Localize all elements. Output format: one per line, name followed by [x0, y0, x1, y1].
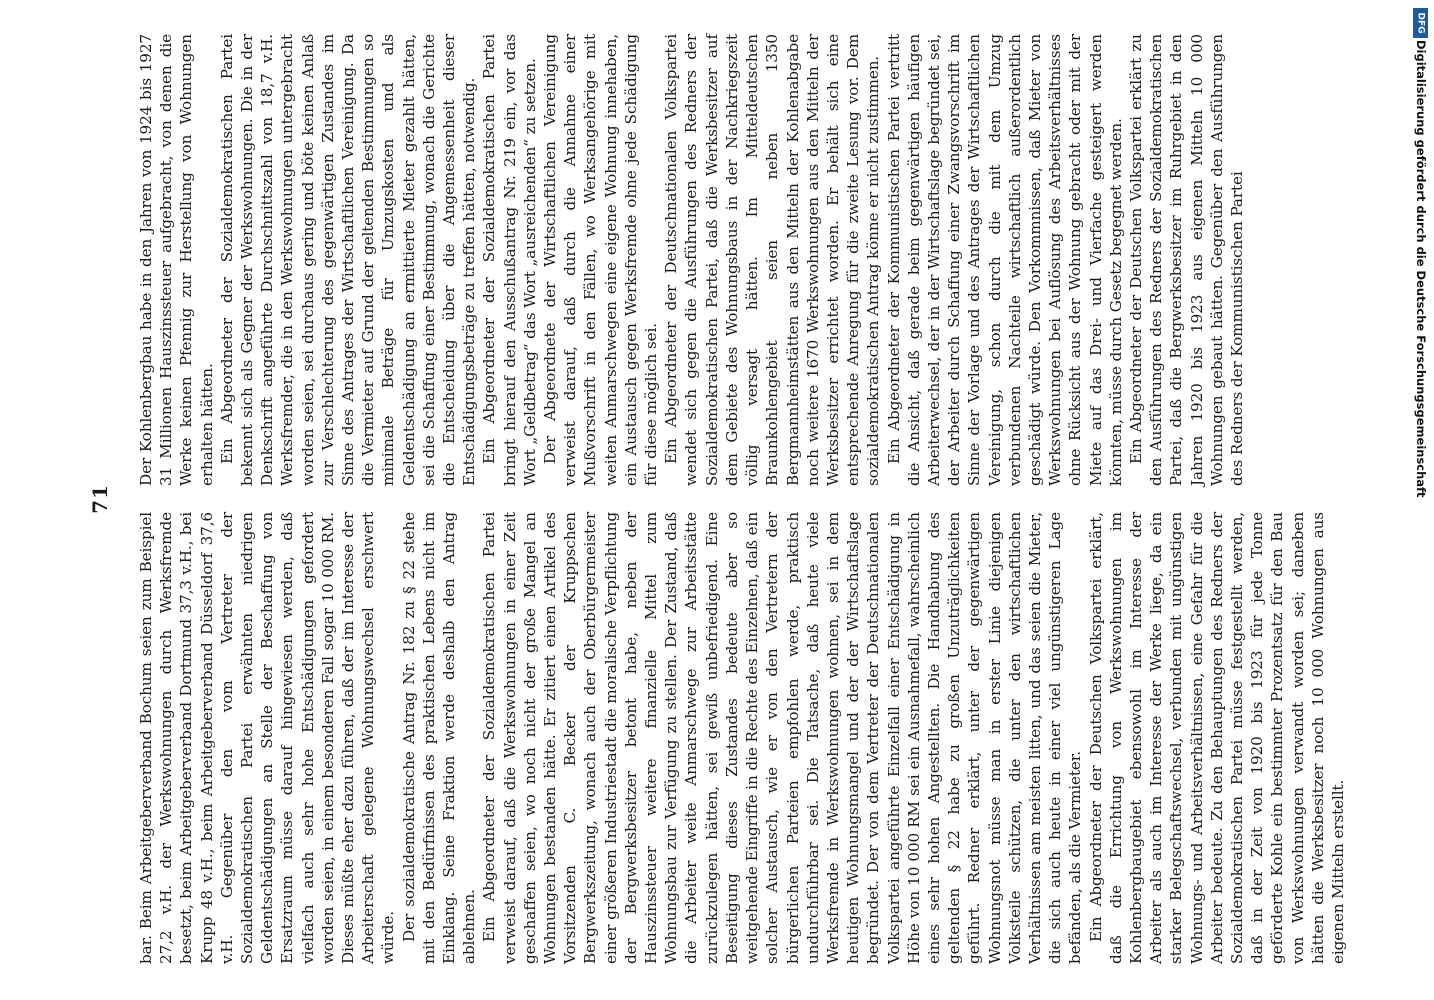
paragraph: Ein Abgeordneter der Sozialdemokratischen Partei verweist darauf, daß die Werkswohnungen in einer Zeit geschaffen seien, wo noch nicht der große Mangel an Wohnungen bestanden hätte. Er zitiert einen Artikel des Vorsitzenden C. Becker der Kruppschen Bergwerkszeitung, wonach auch der Oberbürgermeister einer größeren Industriestadt die moralische Verpflichtung der Bergwerksbesitzer betont habe, neben der Hauszinssteuer weitere finanzielle Mittel zum Wohnungsbau zur Verfügung zu stellen. Der Zustand, daß die Arbeiter weite Anmarschwege zur Arbeitsstätte zurückzulegen hätten, sei gewiß unbefriedigend. Eine Beseitigung dieses Zustandes bedeute aber so weitgehende Eingriffe in die Rechte des Einzelnen, daß ein solcher Austausch, wie er von den Vertretern der bürgerlichen Parteien empfohlen werde, praktisch undurchführbar sei. Die Tatsache, daß heute viele Werksfremde in Werkswohnungen wohnen, sei in dem heutigen Wohnungsmangel und der der Wirtschaftslage begründet. Der von dem Vertreter der Deutschnationalen Volkspartei angeführte Einzelfall einer Entschädigung in Höhe von 10 000 RM sei ein Ausnahmefall, wahrscheinlich eines sehr hohen Angestellten. Die Handhabung des geltenden § 22 habe zu großen Unzuträglichkeiten geführt. Redner erklärt, unter der gegenwärtigen Wohnungsnot müsse man in erster Linie diejenigen Volksteile schützen, die unter den wirtschaftlichen Verhältnissen am meisten litten, und das seien die Mieter, die sich auch heute in einer viel ungünstigeren Lage befänden, als die Vermieter. — [480, 512, 1085, 964]
paragraph: Ein Abgeordneter der Deutschnationalen Volkspartei wendet sich gegen die Ausführungen des Redners der Sozialdemokratischen Partei, daß die Werksbesitzer auf dem Gebiete des Wohnungsbaus in der Nachkriegszeit völlig versagt hätten. Im Mitteldeutschen Braunkohlengebiet seien neben 1350 Bergmannheimstätten aus den Mitteln der Kohlenabgabe noch weitere 1670 Werkswohnungen aus den Mitteln der Werksbesitzer errichtet worden. Er behält sich eine entsprechende Anregung für die zweite Lesung vor. Dem sozialdemokratischen Antrag könne er nicht zustimmen. — [662, 34, 883, 486]
dfg-logo: DFG — [1413, 8, 1428, 38]
left-column — [136, 512, 1347, 964]
digitization-notice: Digitalisierung gefördert durch die Deutsche Forschungsgemeinschaft — [1414, 40, 1428, 498]
paragraph: Der Abgeordnete der Wirtschaftlichen Vereinigung verweist darauf, daß durch die Annahme einer Mußvorschrift in den Fällen, wo Werksangehörige mit weiten Anmarschwegen eine eigene Wohnung innehaben, ein Austausch gegen Werksfremde ohne jede Schädigung für diese möglich sei. — [541, 34, 661, 486]
paragraph: Ein Abgeordneter der Sozialdemokratischen Partei bekennt sich als Gegner der Werkswohnungen. Die in der Denkschrift angeführte Durchschnittszahl von 18,7 v.H. Werksfremder, die in den Werkswohnungen untergebracht worden seien, sei durchaus gering und böte keinen Anlaß zur Verschlechterung des gegenwärtigen Zustandes im Sinne des Antrages der Wirtschaftlichen Vereinigung. Da die Vermieter auf Grund der geltenden Bestimmungen so minimale Beträge für Umzugskosten und als Geldentschädigung an ermittierte Mieter gezahlt hätten, sei die Schaffung einer Bestimmung, wonach die Gerichte die Entscheidung über die Angemessenheit dieser Entschädigungsbeträge zu treffen hätten, notwendig. — [217, 34, 479, 486]
printed-page — [88, 34, 1347, 964]
paragraph: Ein Abgeordneter der Sozialdemokratischen Partei bringt hierauf den Ausschußantrag Nr. 219 ein, vor das Wort „Geldbetrag“ das Wort „ausreichenden“ zu setzen. — [480, 34, 539, 486]
paragraph: Ein Abgeordneter der Deutschen Volkspartei erklärt zu den Ausführungen des Redners der Sozialdemokratischen Partei, daß die Bergwerksbesitzer im Ruhrgebiet in den Jahren 1920 bis 1923 aus eigenen Mitteln 10 000 Wohnungen gebaut hätten. Gegenüber den Ausführungen des Redners der Kommunistischen Partei — [1126, 34, 1246, 486]
paragraph: Ein Abgeordneter der Kommunistischen Partei vertritt die Ansicht, daß gerade beim gegenwärtigen häufigen Arbeiterwechsel, der in der Wirtschaftslage begründet sei, der Arbeiter durch Schaffung einer Zwangsvorschrift im Sinne der Vorlage und des Antrages der Wirtschaftlichen Vereinigung, schon durch die mit dem Umzug verbundenen Nachteile wirtschaftlich außerordentlich geschädigt würde. Den Vorkommnissen, daß Mieter von Werkswohnungen bei Auflösung des Arbeitsverhältnisses ohne Rücksicht aus der Wohnung gebracht oder mit der Miete auf das Drei- und Vierfache gesteigert werden könnten, müsse durch Gesetz begegnet werden. — [884, 34, 1125, 486]
paragraph: Ein Abgeordneter der Deutschen Volkspartei erklärt, daß die Errichtung von Werkswohnungen im Kohlenbergbaugebiet ebensowohl im Interesse der Arbeiter als auch im Interesse der Werke liege, da ein starker Belegschaftswechsel, verbunden mit ungünstigen Wohnungs- und Arbeitsverhältnissen, eine Gefahr für die Arbeiter bedeute. Zu den Behauptungen des Redners der Sozialdemokratischen Partei müsse festgestellt werden, daß in der Zeit von 1920 bis 1923 für jede Tonne geförderte Kohle ein bestimmter Prozentsatz für den Bau von Werkswohnungen verwandt worden sei; daneben hätten die Werksbesitzer noch 10 000 Wohnungen aus eigenen Mitteln erstellt. — [1086, 512, 1347, 964]
paragraph: bar. Beim Arbeitgeberverband Bochum seien zum Beispiel 27,2 v.H. der Werkswohnungen durch Werksfremde besetzt, beim Arbeitgeberverband Dortmund 37,3 v.H., bei Krupp 48 v.H., beim Arbeitgeberverband Düsseldorf 37,6 v.H. Gegenüber den vom Vertreter der Sozialdemokratischen Partei erwähnten niedrigen Geldentschädigungen an Stelle der Beschaffung von Ersatzraum müsse darauf hingewiesen werden, daß vielfach auch sehr hohe Entschädigungen gefordert worden seien, in einem besonderen Fall sogar 10 000 RM. Dieses müßte eher dazu führen, daß der im Interesse der Arbeiterschaft gelegene Wohnungswechsel erschwert würde. — [137, 512, 398, 964]
text-columns — [136, 34, 1347, 964]
right-column — [136, 34, 1328, 486]
paragraph: Der Kohlenbergbau habe in den Jahren von 1924 bis 1927 31 Millionen Hauszinssteuer aufgebracht, von denen die Werke keinen Pfennig zur Herstellung von Wohnungen erhalten hätten. — [137, 34, 216, 486]
paragraph: Der sozialdemokratische Antrag Nr. 182 zu § 22 stehe mit den Bedürfnissen des praktischen Lebens nicht im Einklang. Seine Fraktion werde deshalb den Antrag ablehnen. — [399, 512, 479, 964]
page-number: 71 — [88, 484, 112, 514]
